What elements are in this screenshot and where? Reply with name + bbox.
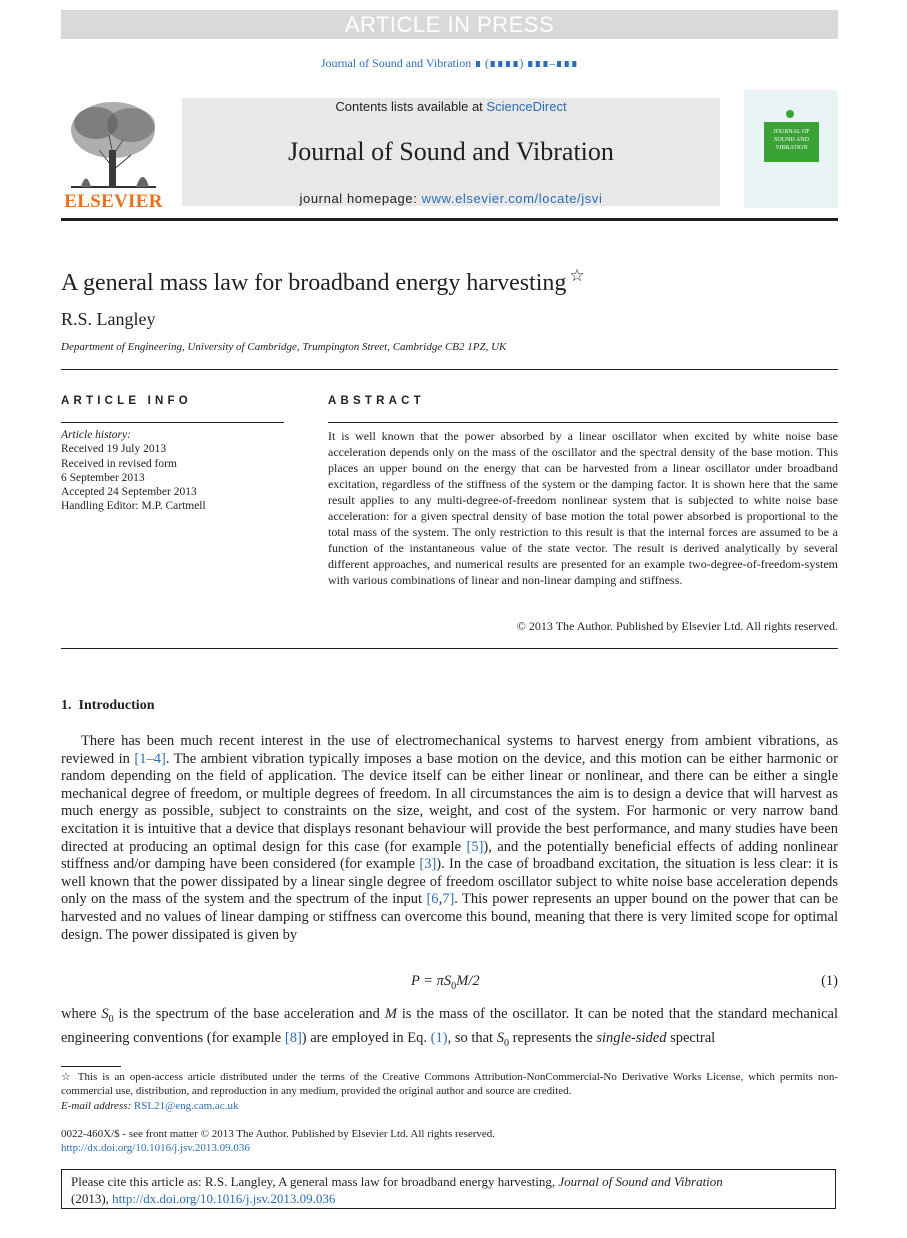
citation-box: Please cite this article as: R.S. Langley, A general mass law for broadband energy harvesting, Journal of Sound and Vibration (2013), http://dx.doi.org/10.1016/j.jsv.2013.09.036 [61, 1169, 836, 1209]
front-rule [61, 369, 838, 370]
homepage-link[interactable]: www.elsevier.com/locate/jsvi [421, 191, 603, 206]
article-title [61, 266, 585, 297]
article-in-press-banner: ARTICLE IN PRESS [61, 10, 838, 39]
equation-link[interactable]: (1) [430, 1029, 448, 1046]
citation-link[interactable]: [3] [419, 856, 437, 873]
homepage-prefix: journal homepage: [299, 191, 422, 206]
email-link[interactable]: RSL21@eng.cam.ac.uk [133, 1100, 239, 1112]
open-access-footnote: ☆ This is an open-access article distributed under the terms of the Creative Commons Attribution-NonCommercial-No Derivative Works License, which permits non-commercial use, distribution, and reproduction in any medium, provided the original author and source are credited. [61, 1071, 838, 1097]
article-title-text: A general mass law for broadband energy harvesting [61, 270, 567, 296]
journal-cover-thumbnail [744, 90, 838, 208]
contents-prefix: Contents lists available at [335, 99, 487, 114]
contents-line [182, 99, 720, 114]
history-line: Received 19 July 2013 [61, 443, 167, 456]
equation-expression: $P = \pi S_0M/2$ [411, 973, 480, 992]
title-footnote-star-icon[interactable]: ☆ [569, 266, 585, 285]
author-affiliation: Department of Engineering, University of Cambridge, Trumpington Street, Cambridge CB2 1PZ, UK [61, 341, 507, 353]
abstract-text: It is well known that the power absorbed by a linear oscillator when excited by white noise base acceleration depends only on the mass of the oscillator and the spectral density of the base motion. This places an upper bound on the energy that can be harvested from a linear oscillator under broadband excitation, regardless of the stiffness of the system or the damping factor. It is shown here that the same result applies to any multi-degree-of-freedom nonlinear system that is subjected to white noise base acceleration: for a given spectral density of base motion the total power absorbed is proportional to the total mass of the system. The only restriction to this result is that the internal forces are assumed to be a function of the instantaneous value of the state vector. The result is derived analytically by several different approaches, and numerical results are presented for an example two-degree-of-freedom-system with various combinations of linear and non-linear damping and stiffness. [328, 429, 838, 587]
elsevier-wordmark: ELSEVIER [64, 191, 163, 212]
citation-link[interactable]: [1–4] [134, 750, 166, 767]
history-line: Received in revised form [61, 457, 177, 470]
body-paragraph-continued: where $S_0$ is the spectrum of the base acceleration and M is the mass of the oscillator. It can be noted that the standard mechanical engineering conventions (for example [8]) are employed in Eq. (1), so that $S_0$ represents the single-sided spectral [61, 1006, 838, 1049]
introduction-paragraph: There has been much recent interest in the use of electromechanical systems to harvest energy from ambient vibrations, as reviewed in [1–4]. The ambient vibration typically imposes a base motion on the device, and this motion can be either harmonic or random depending on the field of application. The device itself can be either linear or nonlinear, and there can be either a single mechanical degree of freedom, or multiple degrees of freedom. In all circumstances the aim is to design a device that will harvest as much energy as possible, subject to constraints on the size, weight, and cost of the system. For harmonic or very narrow band excitation it is intuitive that a device that displays resonant behaviour will provide the best performance, and many studies have been directed at producing an optimal design for this case (for example [5]), and the potentially beneficial effects of adding nonlinear stiffness and/or damping have been considered (for example [3]). In the case of broadband excitation, the situation is less clear: it is well known that the power dissipated by a linear single degree of freedom oscillator subject to white noise base acceleration depends only on the mass of the system and the spectrum of the input [6,7]. This power represents an upper bound on the power that can be harvested and no values of linear damping or stiffness can overcome this bound, meaning that there is very limited scope for optimal design. The power dissipated is given by [61, 733, 839, 943]
journal-title: Journal of Sound and Vibration [288, 137, 614, 166]
abstract-rule [328, 422, 838, 423]
history-line: Accepted 24 September 2013 [61, 486, 197, 499]
article-history [61, 428, 206, 514]
author-name: R.S. Langley [61, 309, 156, 329]
equation-number: (1) [821, 973, 838, 989]
article-info-heading: ARTICLE INFO [61, 395, 192, 407]
history-line: Handling Editor: M.P. Cartmell [61, 500, 206, 513]
front-matter-line: 0022-460X/$ - see front matter © 2013 The Author. Published by Elsevier Ltd. All rights reserved. [61, 1128, 496, 1140]
header-rule [61, 218, 838, 221]
email-footnote [61, 1100, 238, 1112]
doi-link[interactable]: http://dx.doi.org/10.1016/j.jsv.2013.09.036 [61, 1142, 250, 1154]
section-title: Introduction [78, 698, 155, 713]
citation-link[interactable]: [6 [426, 891, 439, 908]
abstract-copyright: © 2013 The Author. Published by Elsevier Ltd. All rights reserved. [516, 619, 838, 633]
footnote-star-icon: ☆ [61, 1071, 74, 1083]
sciencedirect-link[interactable]: ScienceDirect [486, 99, 567, 114]
abstract-heading: ABSTRACT [328, 395, 425, 407]
citation-doi-link[interactable]: http://dx.doi.org/10.1016/j.jsv.2013.09.036 [112, 1191, 336, 1206]
front-matter [61, 1127, 495, 1155]
journal-homepage-line [182, 191, 720, 206]
citation-link[interactable]: [5] [466, 838, 484, 855]
abstract-bottom-rule [61, 648, 838, 649]
email-label: E-mail address: [61, 1100, 134, 1112]
cover-dot-icon [786, 110, 794, 118]
citation-link[interactable]: 7] [442, 891, 455, 908]
citation-link[interactable]: [8] [284, 1029, 302, 1046]
cover-title: JOURNAL OF SOUND AND VIBRATION [764, 122, 819, 162]
history-label: Article history: [61, 429, 131, 441]
history-line: 6 September 2013 [61, 471, 145, 484]
section-number: 1. [61, 698, 72, 713]
running-header[interactable]: Journal of Sound and Vibration ∎ (∎∎∎∎) ∎∎∎–∎∎∎ [320, 56, 579, 70]
info-rule [61, 422, 284, 423]
section-heading [61, 698, 154, 714]
footnote-rule [61, 1066, 121, 1067]
